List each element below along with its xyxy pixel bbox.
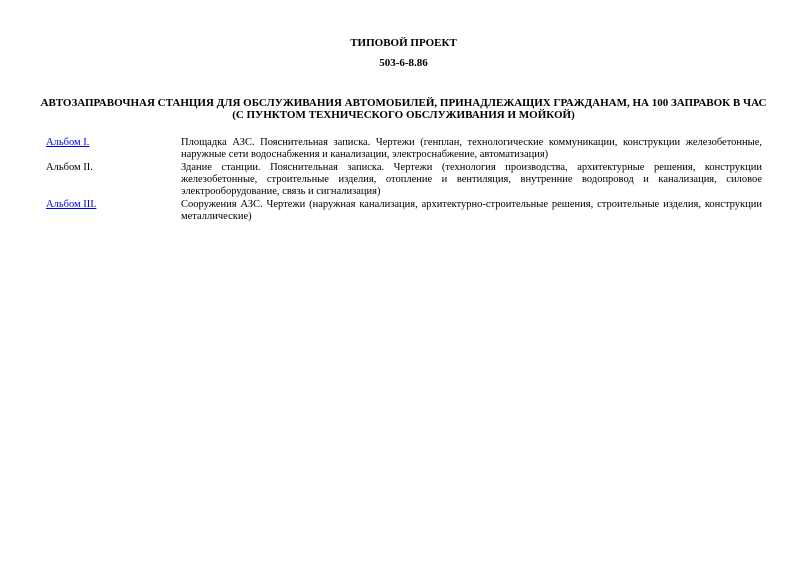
project-number: 503-6-8.86	[379, 57, 428, 69]
album-list	[46, 137, 762, 224]
project-heading-line-2: (С ПУНКТОМ ТЕХНИЧЕСКОГО ОБСЛУЖИВАНИЯ И МОЙКОЙ)	[232, 109, 575, 121]
project-heading-line-1: АВТОЗАПРАВОЧНАЯ СТАНЦИЯ ДЛЯ ОБСЛУЖИВАНИЯ АВТОМОБИЛЕЙ, ПРИНАДЛЕЖАЩИХ ГРАЖДАНАМ, НА 100 ЗАПРАВОК В ЧАС	[40, 97, 767, 109]
album-1-description: Площадка АЗС. Пояснительная записка. Чертежи (генплан, технологические коммуникации, конструкции железобетонные, наружные сети водоснабжения и канализации, электроснабжение, автоматизация)	[181, 137, 762, 160]
album-1-link[interactable]: Альбом I.	[46, 137, 90, 148]
album-row	[46, 137, 762, 161]
album-2-description: Здание станции. Пояснительная записка. Чертежи (технология производства, архитектурные решения, конструкции железобетонные, строительные изделия, отопление и вентиляция, внутренние водопровод и канализация, силовое электрооборудование, связь и сигнализация)	[181, 162, 762, 197]
album-row	[46, 199, 762, 223]
album-3-link[interactable]: Альбом III.	[46, 199, 97, 210]
album-2-label: Альбом II.	[46, 162, 93, 173]
project-type-title: ТИПОВОЙ ПРОЕКТ	[350, 37, 457, 49]
album-row	[46, 162, 762, 198]
project-heading	[30, 97, 777, 121]
album-3-description: Сооружения АЗС. Чертежи (наружная канализация, архитектурно-строительные решения, строительные изделия, конструкции металлические)	[181, 199, 762, 222]
